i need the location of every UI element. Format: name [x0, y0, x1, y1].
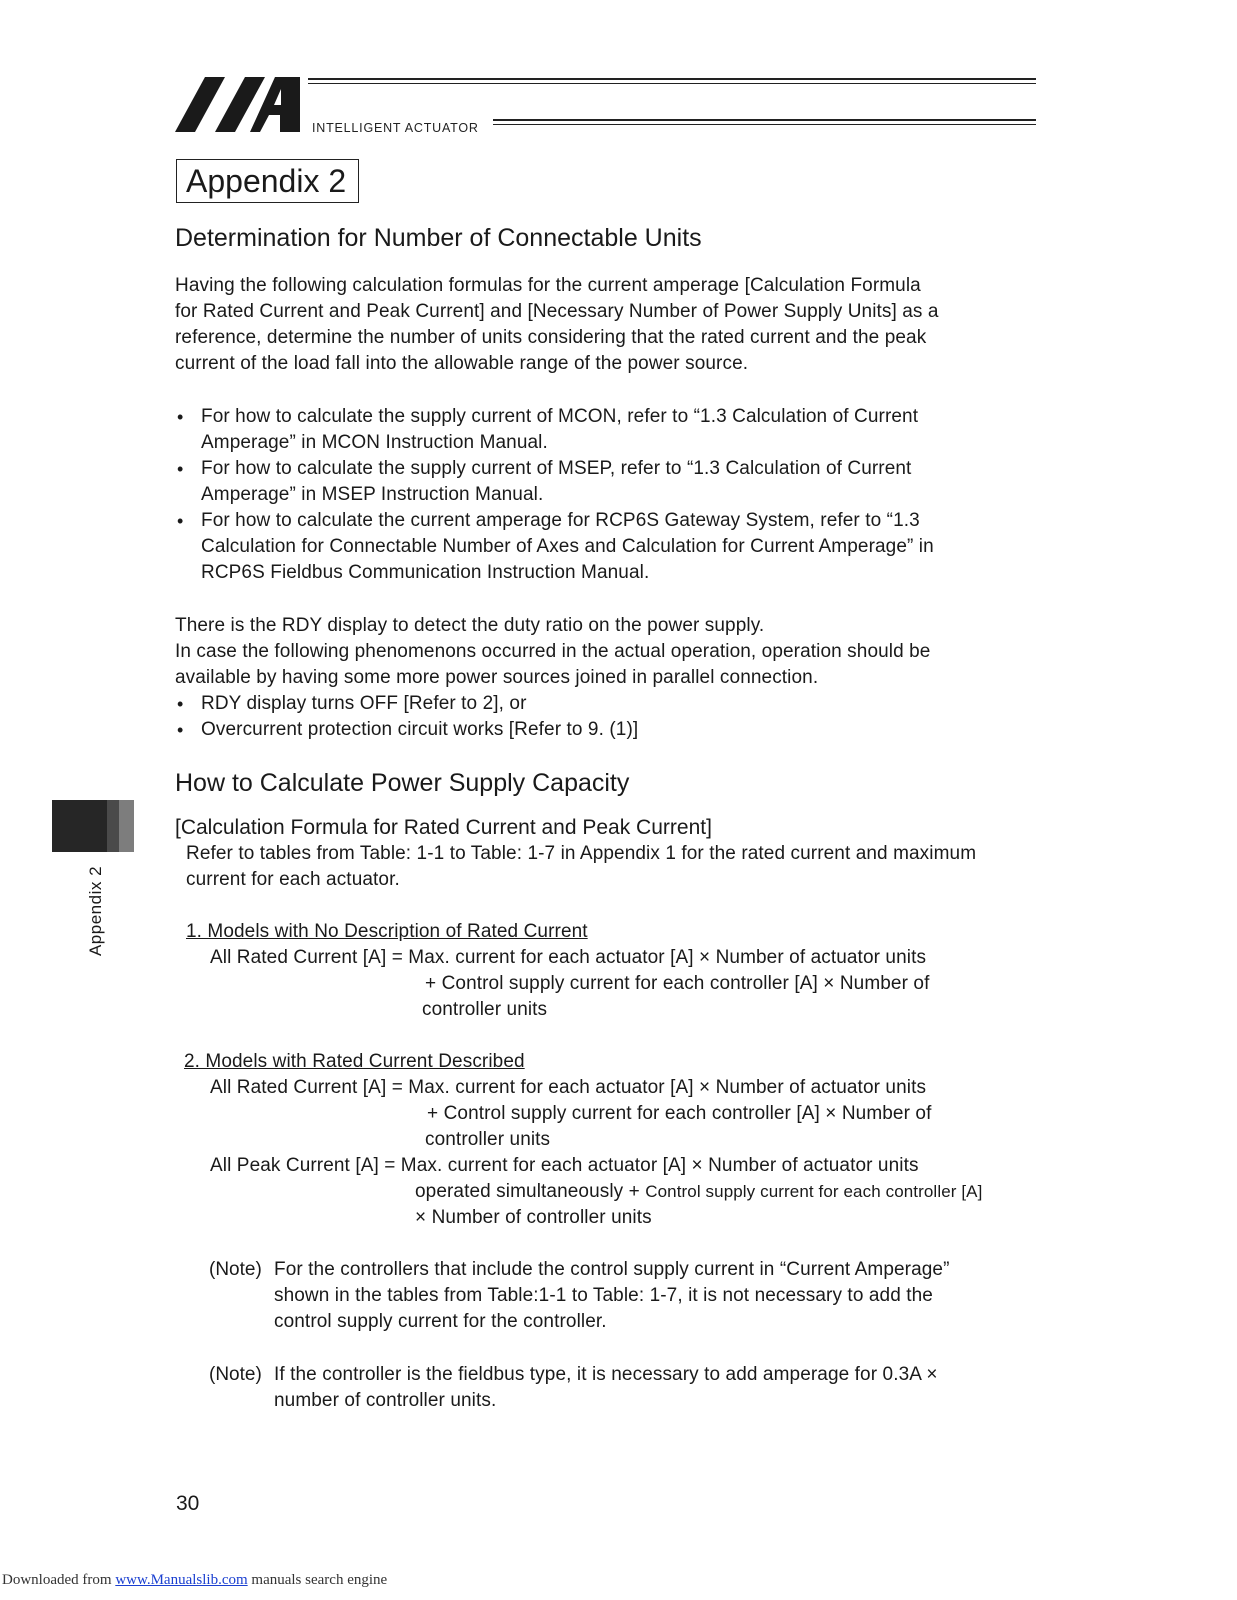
formula-line: + Control supply current for each controller [A] × Number of	[427, 1103, 932, 1124]
brand-text: INTELLIGENT ACTUATOR	[312, 121, 479, 135]
footer-link[interactable]: www.Manualslib.com	[115, 1572, 248, 1588]
paragraph-line: for Rated Current and Peak Current] and [Necessary Number of Power Supply Units] as a	[175, 301, 939, 322]
bullet-dot: •	[177, 459, 184, 479]
bullet-dot: •	[177, 407, 184, 427]
paragraph-line: Having the following calculation formulas for the current amperage [Calculation Formula	[175, 275, 921, 296]
formula-line: All Rated Current [A] = Max. current for each actuator [A] × Number of actuator units	[210, 947, 927, 968]
formula-line: controller units	[425, 1129, 551, 1150]
formula-fragment: operated simultaneously +	[415, 1181, 646, 1202]
bullet-dot: •	[177, 720, 184, 740]
bullet-item-rdy: RDY display turns OFF [Refer to 2], or	[201, 693, 527, 714]
side-tab-mid	[107, 800, 119, 852]
paragraph-line: reference, determine the number of units considering that the rated current and the peak	[175, 327, 927, 348]
note-line: control supply current for the controller.	[274, 1311, 607, 1332]
page-number: 30	[176, 1492, 200, 1515]
intro-line: current for each actuator.	[186, 869, 400, 890]
footer-suffix: manuals search engine	[247, 1572, 388, 1588]
appendix-title-box	[176, 159, 359, 203]
formula-fragment-condensed: Control supply current for each controller [A]	[645, 1182, 983, 1201]
bullet-item-overcurrent: Overcurrent protection circuit works [Refer to 9. (1)]	[201, 719, 639, 740]
page-title: Appendix 2	[186, 163, 347, 199]
note-label: (Note)	[209, 1364, 262, 1385]
bullet-item-rcp6s-cont: RCP6S Fieldbus Communication Instruction Manual.	[201, 562, 650, 583]
side-tab-marker	[52, 800, 134, 852]
header-rule-top-1	[308, 78, 1036, 80]
note-line: For the controllers that include the control supply current in “Current Amperage”	[274, 1259, 950, 1280]
formula-line: All Rated Current [A] = Max. current for each actuator [A] × Number of actuator units	[210, 1077, 927, 1098]
bullet-item-rcp6s-cont: Calculation for Connectable Number of Axes and Calculation for Current Amperage” in	[201, 536, 934, 557]
bullet-item-mcon: For how to calculate the supply current of MCON, refer to “1.3 Calculation of Current	[201, 406, 919, 427]
section-heading-power-capacity: How to Calculate Power Supply Capacity	[175, 769, 630, 797]
bullet-item-msep-cont: Amperage” in MSEP Instruction Manual.	[201, 484, 544, 505]
formula-line: + Control supply current for each controller [A] × Number of	[425, 973, 930, 994]
bullet-item-mcon-cont: Amperage” in MCON Instruction Manual.	[201, 432, 548, 453]
model1-title: 1. Models with No Description of Rated Current	[186, 921, 588, 942]
note-label: (Note)	[209, 1259, 262, 1280]
subheading-formula: [Calculation Formula for Rated Current and Peak Current]	[175, 816, 712, 839]
header-rule-top-2	[308, 83, 1036, 84]
paragraph-line: current of the load fall into the allowable range of the power source.	[175, 353, 749, 374]
note-line: number of controller units.	[274, 1390, 497, 1411]
header-rule-bottom-2	[493, 124, 1036, 125]
footer	[2, 1572, 387, 1589]
formula-line: × Number of controller units	[415, 1207, 652, 1228]
paragraph-line: available by having some more power sources joined in parallel connection.	[175, 667, 819, 688]
model2-title: 2. Models with Rated Current Described	[184, 1051, 525, 1072]
header-rule-bottom-1	[493, 119, 1036, 121]
bullet-dot: •	[177, 511, 184, 531]
footer-prefix: Downloaded from	[2, 1572, 116, 1588]
iai-logo	[175, 77, 305, 133]
note-line: shown in the tables from Table:1-1 to Table: 1-7, it is not necessary to add the	[274, 1285, 933, 1306]
formula-line: All Peak Current [A] = Max. current for each actuator [A] × Number of actuator units	[210, 1155, 919, 1176]
section-heading-connectable-units: Determination for Number of Connectable Units	[175, 224, 702, 252]
formula-line	[415, 1179, 982, 1205]
intro-line: Refer to tables from Table: 1-1 to Table: 1-7 in Appendix 1 for the rated current and maximum	[186, 843, 977, 864]
formula-line: controller units	[422, 999, 548, 1020]
bullet-item-msep: For how to calculate the supply current of MSEP, refer to “1.3 Calculation of Current	[201, 458, 912, 479]
bullet-dot: •	[177, 694, 184, 714]
side-tab-dark	[52, 800, 107, 852]
paragraph-line: There is the RDY display to detect the duty ratio on the power supply.	[175, 615, 765, 636]
paragraph-line: In case the following phenomenons occurred in the actual operation, operation should be	[175, 641, 931, 662]
note-line: If the controller is the fieldbus type, it is necessary to add amperage for 0.3A ×	[274, 1364, 938, 1385]
side-label-appendix: Appendix 2	[86, 865, 105, 957]
bullet-item-rcp6s: For how to calculate the current amperage for RCP6S Gateway System, refer to “1.3	[201, 510, 920, 531]
side-tab-light	[119, 800, 134, 852]
